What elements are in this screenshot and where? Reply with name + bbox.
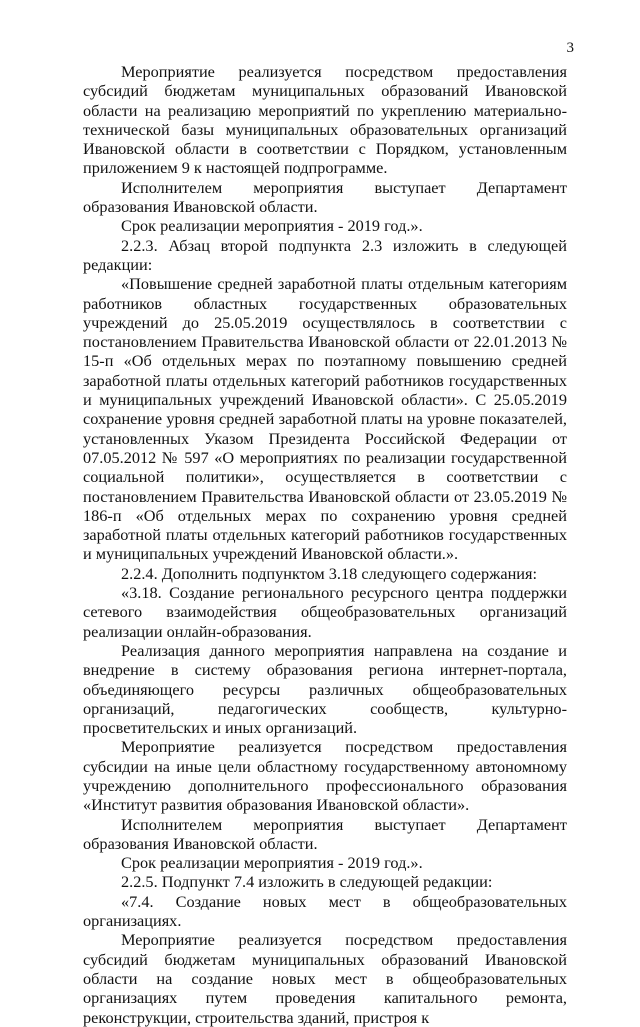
paragraph: Исполнителем мероприятия выступает Департамент образования Ивановской области. [83,814,567,853]
paragraph: «Повышение средней заработной платы отдельным категориям работников областных государственных образовательных учреждений до 25.05.2019 осуществлялось в соответствии с постановлением Правительства Ивановской области от 22.01.2013 № 15-п «Об отдельных мерах по поэтапному повышению средней заработной платы отдельных категорий работников государственных и муниципальных учреждений Ивановской области». С 25.05.2019 сохранение уровня средней заработной платы на уровне показателей, установленных Указом Президента Российской Федерации от 07.05.2012 № 597 «О мероприятиях по реализации государственной социальной политики», осуществляется в соответствии с постановлением Правительства Ивановской области от 23.05.2019 № 186-п «Об отдельных мерах по сохранению уровня средней заработной платы отдельных категорий работников государственных и муниципальных учреждений Ивановской области.». [83,274,567,564]
paragraph: Исполнителем мероприятия выступает Департамент образования Ивановской области. [83,177,567,217]
paragraph: Реализация данного мероприятия направлена на создание и внедрение в систему образования региона интернет-портала, объединяющего ресурсы различных общеобразовательных организаций, педагогических сообществ, культурно-просветительских и иных организаций. [83,640,567,738]
paragraph: Срок реализации мероприятия - 2019 год.». [121,853,423,873]
paragraph: Мероприятие реализуется посредством предоставления субсидии на иные цели областному государственному автономному учреждению дополнительного профессионального образования «Институт развития образования Ивановской области». [83,737,567,815]
paragraph: «7.4. Создание новых мест в общеобразовательных организациях. [83,891,567,931]
paragraph: 2.2.5. Подпункт 7.4 изложить в следующей редакции: [121,872,493,892]
paragraph: Срок реализации мероприятия - 2019 год.». [121,216,423,236]
paragraph: 2.2.3. Абзац второй подпункта 2.3 изложить в следующей редакции: [83,235,567,274]
paragraph: Мероприятие реализуется посредством предоставления субсидий бюджетам муниципальных образований Ивановской области на создание новых мест в общеобразовательных организациях путем проведения капитального ремонта, реконструкции, строительства зданий, пристроя к [83,930,567,1027]
paragraph: «3.18. Создание регионального ресурсного центра поддержки сетевого взаимодействия общеобразовательных организаций реализации онлайн-образования. [83,583,567,641]
paragraph: 2.2.4. Дополнить подпунктом 3.18 следующего содержания: [121,563,538,583]
paragraph: Мероприятие реализуется посредством предоставления субсидий бюджетам муниципальных образований Ивановской области на реализацию мероприятий по укреплению материально-технической базы муниципальных образовательных организаций Ивановской области в соответствии с Порядком, установленным приложением 9 к настоящей подпрограмме. [83,62,567,178]
document-body [83,62,567,1027]
page-number: 3 [566,40,574,56]
